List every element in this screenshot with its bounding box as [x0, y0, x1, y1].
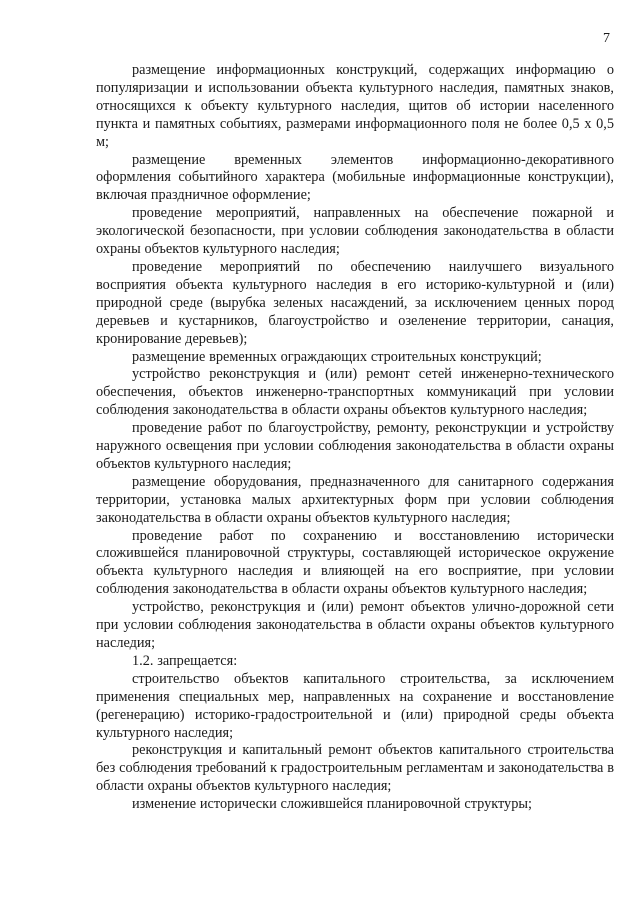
paragraph-engineering-networks: устройство реконструкция и (или) ремонт сетей инженерно-технического обеспечения, объектов инженерно-транспортных коммуникаций при условии соблюдения законодательства в области охраны объектов культурного наследия;	[96, 366, 614, 419]
paragraph-road-network: устройство, реконструкция и (или) ремонт объектов улично-дорожной сети при условии соблюдения законодательства в области охраны объектов культурного наследия;	[96, 599, 614, 651]
paragraph-section-prohibited: 1.2. запрещается:	[132, 652, 238, 669]
paragraph-planning-structure-works: проведение работ по сохранению и восстановлению исторически сложившейся планировочной структуры, составляющей историческое окружение объекта культурного наследия и влияющей на его восприятие, при условии соблюдения законодательства в области охраны объектов культурного наследия;	[96, 527, 614, 598]
paragraph-capital-construction: строительство объектов капитального строительства, за исключением применения специальных мер, направленных на сохранение и восстановление (регенерацию) историко-градостроительной и (или) природной среды объекта культурного наследия;	[96, 670, 614, 741]
paragraph-planning-structure-change: изменение исторически сложившейся планировочной структуры;	[132, 796, 532, 813]
paragraph-landscaping-lighting: проведение работ по благоустройству, ремонту, реконструкции и устройству наружного освещения при условии соблюдения законодательства в области охраны объектов культурного наследия;	[96, 420, 614, 472]
paragraph-sanitary-equipment: размещение оборудования, предназначенного для санитарного содержания территории, установка малых архитектурных форм при условии соблюдения законодательства в области охраны объектов культурного наследия;	[96, 473, 614, 526]
paragraph-temporary-fencing: размещение временных ограждающих строительных конструкций;	[132, 348, 542, 365]
paragraph-fire-safety: проведение мероприятий, направленных на обеспечение пожарной и экологической безопасности, при условии соблюдения законодательства в области охраны объектов культурного наследия;	[96, 205, 614, 258]
paragraph-info-structures: размещение информационных конструкций, содержащих информацию о популяризации и использовании объекта культурного наследия, памятных знаков, относящихся к объекту культурного наследия, щитов об истории населенного пункта и памятных событиях, размерами информационного поля не более 0,5 х 0,5 м;	[96, 62, 614, 150]
paragraph-visual-perception: проведение мероприятий по обеспечению наилучшего визуального восприятия объекта культурного наследия в его историко-культурной и (или) природной среде (вырубка зеленых насаждений, за исключением ценных пород деревьев и кустарников, благоустройство и озеленение территории, санация, кронирование деревьев);	[96, 258, 614, 347]
document-body	[96, 62, 614, 814]
paragraph-temporary-decor: размещение временных элементов информационно-декоративного оформления событийного характера (мобильные информационные конструкции), включая праздничное оформление;	[96, 151, 614, 204]
page-number: 7	[603, 31, 610, 46]
paragraph-reconstruction-repair: реконструкция и капитальный ремонт объектов капитального строительства без соблюдения требований к градостроительным регламентам и законодательства в области охраны объектов культурного наследия;	[96, 742, 614, 795]
